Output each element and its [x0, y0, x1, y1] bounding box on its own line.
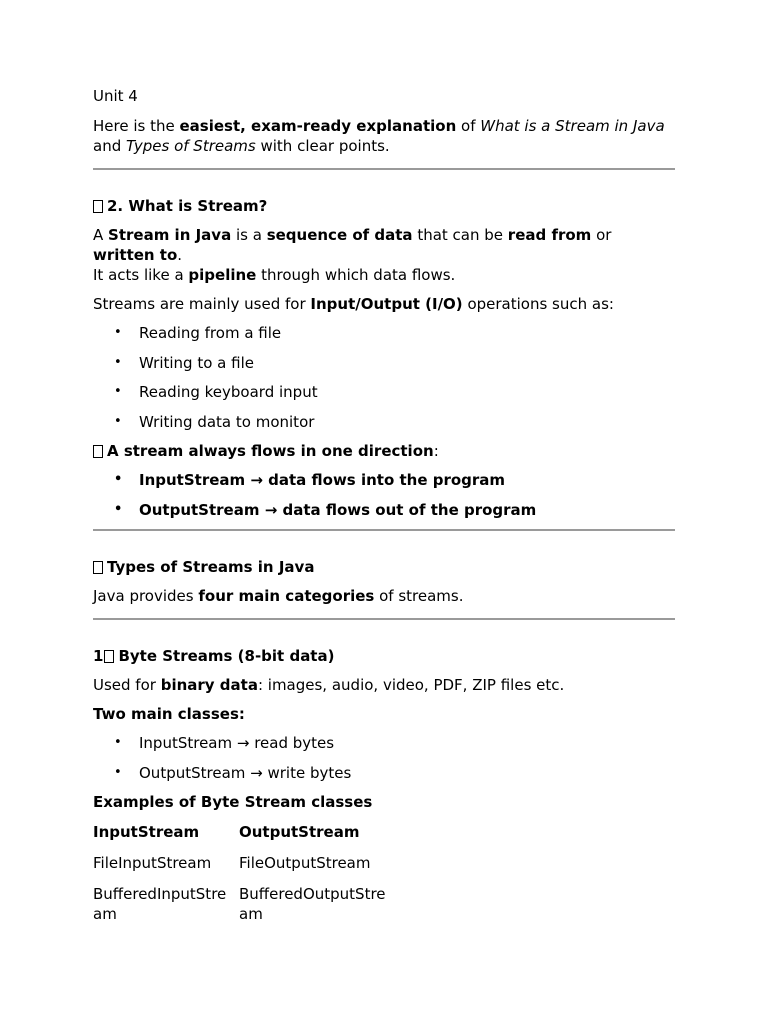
- cell-text-wrap: am: [93, 905, 117, 923]
- text: :: [433, 442, 439, 460]
- divider: [93, 529, 675, 531]
- emoji-placeholder-icon: [93, 200, 103, 213]
- heading-types-of-streams: [93, 557, 675, 577]
- list-item: • Writing data to monitor: [93, 412, 675, 432]
- bold-text: written to: [93, 246, 178, 264]
- emoji-placeholder-icon: [93, 445, 103, 458]
- table-header-cell: [239, 822, 399, 853]
- byte-used-for: [93, 675, 675, 695]
- bold-text: binary data: [160, 676, 258, 694]
- text: : images, audio, video, PDF, ZIP files etc.: [257, 676, 565, 694]
- byte-stream-table: [93, 822, 399, 924]
- intro-text: Here is the: [93, 117, 180, 135]
- io-line: [93, 294, 675, 314]
- table-row: [93, 853, 399, 884]
- text: or: [591, 226, 612, 244]
- examples-label: [93, 792, 675, 812]
- intro-paragraph: [93, 116, 675, 156]
- text: that can be: [412, 226, 508, 244]
- intro-text: and: [93, 137, 126, 155]
- list-item: • InputStream → read bytes: [93, 733, 675, 753]
- list-item: • Reading keyboard input: [93, 382, 675, 402]
- text: A: [93, 226, 109, 244]
- heading-number: 1: [93, 647, 104, 665]
- intro-bold: easiest, exam-ready explanation: [179, 117, 457, 135]
- table-header-cell: [93, 822, 239, 853]
- divider: [93, 618, 675, 620]
- list-item: • Reading from a file: [93, 323, 675, 343]
- bold-text: Two main classes:: [93, 705, 245, 723]
- list-item: • InputStream → data flows into the program: [93, 470, 675, 490]
- classes-list: [93, 733, 675, 783]
- bold-text: read from: [507, 226, 592, 244]
- stream-definition: [93, 225, 675, 285]
- intro-text: of: [456, 117, 481, 135]
- cell-text-wrap: am: [239, 905, 263, 923]
- unit-title: Unit 4: [93, 87, 138, 105]
- text: .: [177, 246, 183, 264]
- types-line: [93, 586, 675, 606]
- heading-text: Types of Streams in Java: [107, 558, 315, 576]
- bold-text: pipeline: [188, 266, 257, 284]
- list-item: • Writing to a file: [93, 353, 675, 373]
- cell-text: BufferedOutputStre: [239, 885, 386, 903]
- divider: [93, 168, 675, 170]
- intro-text: with clear points.: [255, 137, 390, 155]
- direction-line: [93, 441, 675, 461]
- classes-label: [93, 704, 675, 724]
- text: Used for: [93, 676, 161, 694]
- list-item: • OutputStream → write bytes: [93, 763, 675, 783]
- directions-list: [93, 470, 675, 520]
- cell-text: BufferedInputStre: [93, 885, 227, 903]
- heading-text: Byte Streams (8-bit data): [118, 647, 335, 665]
- header-text: InputStream: [93, 823, 200, 841]
- heading-text: 2. What is Stream?: [107, 197, 268, 215]
- bold-text: sequence of data: [266, 226, 413, 244]
- text: Java provides: [93, 587, 199, 605]
- text: Streams are mainly used for: [93, 295, 311, 313]
- heading-byte-streams: [93, 646, 675, 666]
- table-cell: [239, 884, 399, 924]
- header-text: OutputStream: [239, 823, 360, 841]
- text: of streams.: [374, 587, 464, 605]
- heading-what-is-stream: [93, 196, 675, 216]
- table-cell: FileOutputStream: [239, 854, 371, 872]
- text: operations such as:: [462, 295, 614, 313]
- bold-text: Stream in Java: [108, 226, 232, 244]
- table-cell: [93, 884, 239, 924]
- uses-list: [93, 323, 675, 432]
- text: through which data flows.: [256, 266, 456, 284]
- emoji-placeholder-icon: [93, 561, 103, 574]
- emoji-placeholder-icon: [104, 650, 114, 663]
- bold-text: Examples of Byte Stream classes: [93, 793, 373, 811]
- table-header-row: [93, 822, 399, 853]
- bold-text: Input/Output (I/O): [310, 295, 463, 313]
- intro-italic: Types of Streams: [126, 137, 256, 155]
- table-row: [93, 884, 399, 924]
- text: It acts like a: [93, 266, 189, 284]
- text: is a: [231, 226, 267, 244]
- bold-text: A stream always flows in one direction: [107, 442, 434, 460]
- bold-text: four main categories: [198, 587, 375, 605]
- document-content: [93, 86, 675, 924]
- list-item: • OutputStream → data flows out of the program: [93, 500, 675, 520]
- intro-italic: What is a Stream in Java: [480, 117, 665, 135]
- table-cell: FileInputStream: [93, 854, 212, 872]
